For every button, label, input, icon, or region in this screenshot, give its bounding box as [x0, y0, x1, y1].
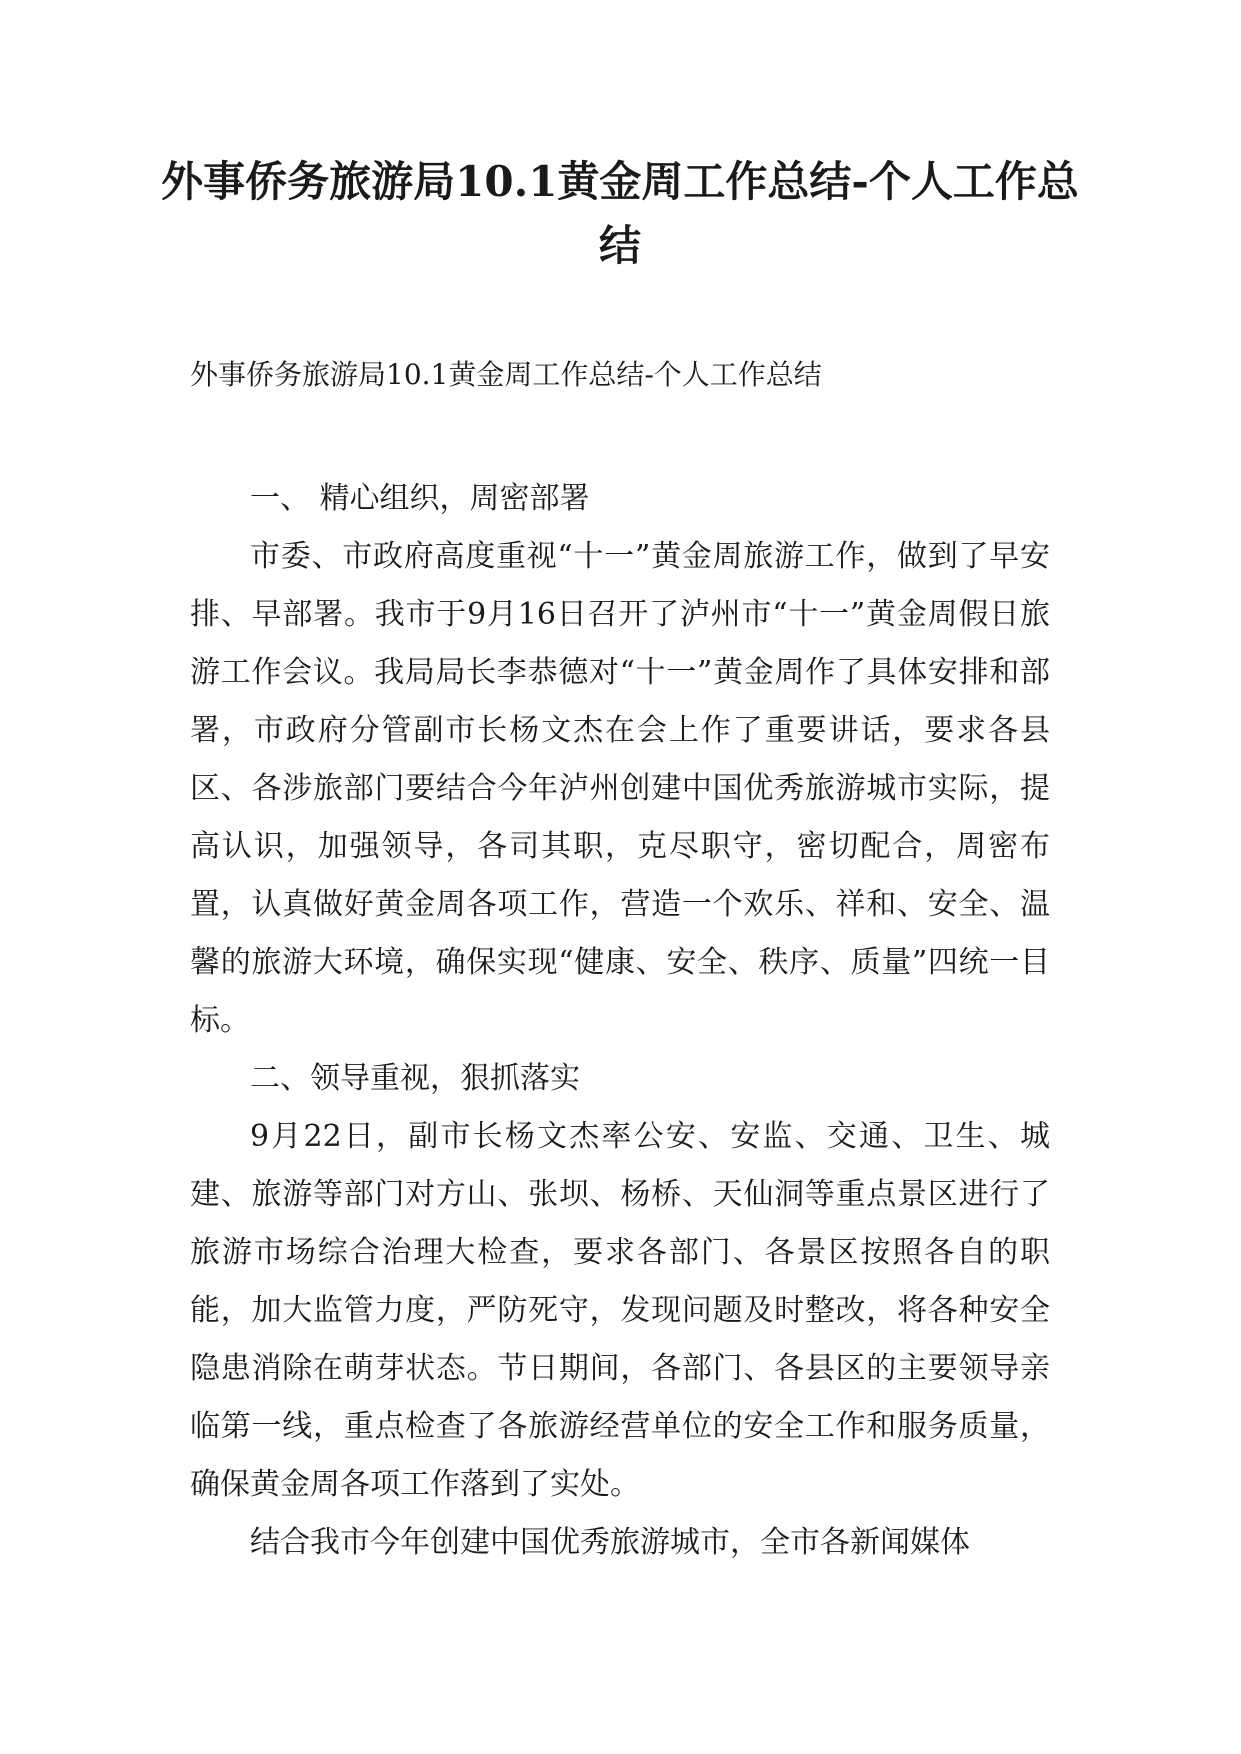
- document-subtitle: 外事侨务旅游局10.1黄金周工作总结-个人工作总结: [190, 358, 822, 391]
- section-heading-1: 一、 精心组织，周密部署: [250, 481, 590, 516]
- paragraph: 9月22日，副市长杨文杰率公安、安监、交通、卫生、城建、旅游等部门对方山、张坝、杨桥、天仙洞等重点景区进行了旅游市场综合治理大检查，要求各部门、各景区按照各自的职能，加大监管力度，严防死守，发现问题及时整改，将各种安全隐患消除在萌芽状态。节日期间，各部门、各县区的主要领导亲临第一线，重点检查了各旅游经营单位的安全工作和服务质量，确保黄金周各项工作落到了实处。: [190, 1119, 1050, 1502]
- paragraph: 结合我市今年创建中国优秀旅游城市，全市各新闻媒体: [250, 1525, 970, 1560]
- document-body: [190, 470, 1050, 1572]
- document-title: 外事侨务旅游局10.1黄金周工作总结-个人工作总结: [161, 157, 1079, 270]
- section-heading-2: 二、领导重视，狠抓落实: [250, 1061, 580, 1096]
- paragraph: 市委、市政府高度重视“十一”黄金周旅游工作，做到了早安排、早部署。我市于9月16日召开了泸州市“十一”黄金周假日旅游工作会议。我局局长李恭德对“十一”黄金周作了具体安排和部署，市政府分管副市长杨文杰在会上作了重要讲话，要求各县区、各涉旅部门要结合今年泸州创建中国优秀旅游城市实际，提高认识，加强领导，各司其职，克尽职守，密切配合，周密布置，认真做好黄金周各项工作，营造一个欢乐、祥和、安全、温馨的旅游大环境，确保实现“健康、安全、秩序、质量”四统一目标。: [190, 539, 1050, 1038]
